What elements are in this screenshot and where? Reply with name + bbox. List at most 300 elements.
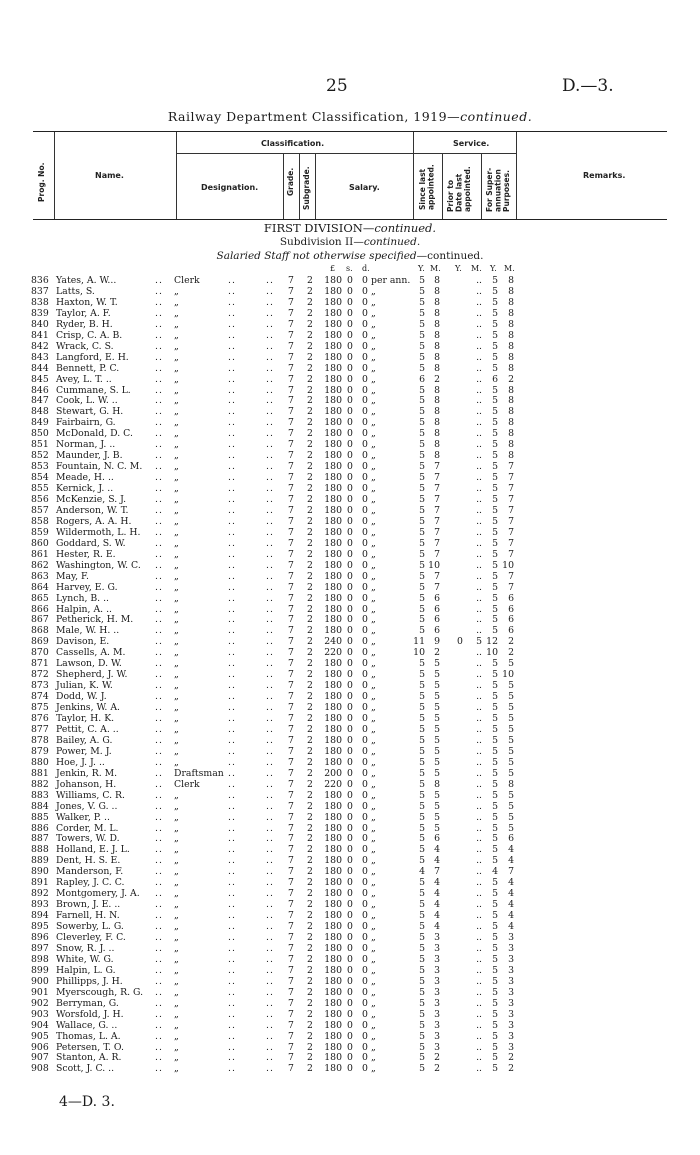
cell-grade: 7 [288,899,294,911]
cell-salary-pence: 0 [362,723,368,735]
cell-salary-shillings: 0 [347,789,353,801]
cell-designation: „ [174,669,179,681]
cell-leader-dots: .. [228,285,236,297]
cell-super-months: 7 [508,483,514,495]
cell-super-months: 3 [508,1041,514,1053]
cell-prior-months: .. [476,1041,482,1053]
cell-salary-pounds: 180 [324,570,342,582]
cell-salary-shillings: 0 [347,997,353,1009]
table-row [0,516,700,527]
unit-prior-months: M. [471,264,482,273]
cell-since-years: 5 [419,450,425,462]
cell-leader-dots: .. [155,450,163,462]
cell-grade: 7 [288,592,294,604]
cell-salary-pounds: 180 [324,526,342,538]
cell-since-months: 5 [434,734,440,746]
cell-prog-no: 859 [31,526,49,538]
cell-super-months: 5 [508,691,514,703]
cell-designation: „ [174,647,179,659]
cell-since-months: 6 [434,603,440,615]
cell-prior-months: .. [476,275,482,286]
table-row [0,406,700,417]
cell-salary-shillings: 0 [347,877,353,889]
cell-prog-no: 892 [31,888,49,900]
cell-leader-dots: .. [228,581,236,593]
table-row [0,713,700,724]
cell-leader-dots: .. [228,986,236,998]
cell-prior-months: .. [476,406,482,418]
unit-pence: d. [362,264,370,273]
cell-salary-period: „ [371,647,376,659]
cell-subgrade: 2 [307,713,313,724]
cell-grade: 7 [288,1052,294,1064]
cell-grade: 7 [288,515,294,527]
cell-salary-period: „ [371,318,376,330]
cell-leader-dots: .. [228,570,236,582]
cell-grade: 7 [288,910,294,922]
cell-prior-months: .. [476,362,482,374]
cell-salary-pounds: 180 [324,548,342,560]
cell-since-months: 5 [434,822,440,834]
cell-grade: 7 [288,494,294,505]
cell-leader-dots: .. [228,636,236,648]
cell-super-years: 5 [492,526,498,538]
cell-prior-months: .. [476,1063,482,1075]
cell-prior-months: .. [476,373,482,385]
cell-grade: 7 [288,713,294,724]
cell-salary-pounds: 180 [324,537,342,549]
cell-leader-dots: .. [155,680,163,692]
cell-super-years: 5 [492,658,498,670]
cell-designation: „ [174,1008,179,1020]
cell-since-years: 5 [419,942,425,954]
cell-salary-pence: 0 [362,822,368,834]
cell-prog-no: 838 [31,296,49,308]
cell-salary-shillings: 0 [347,1030,353,1042]
cell-since-years: 5 [419,395,425,407]
cell-salary-period: „ [371,756,376,768]
cell-leader-dots: .. [155,833,163,845]
cell-since-months: 3 [434,1030,440,1042]
table-row [0,965,700,976]
cell-designation: „ [174,702,179,714]
table-row [0,932,700,943]
cell-salary-shillings: 0 [347,953,353,965]
staff-title-main: Salaried Staff not otherwise specified [216,250,417,262]
cell-super-months: 7 [508,548,514,560]
cell-leader-dots: .. [228,439,236,451]
cell-since-years: 5 [419,921,425,933]
cell-name: Montgomery, J. A. [56,888,140,900]
cell-salary-pounds: 180 [324,702,342,714]
cell-salary-shillings: 0 [347,570,353,582]
cell-leader-dots: .. [266,406,274,418]
cell-super-years: 5 [492,702,498,714]
cell-prog-no: 836 [31,275,49,286]
cell-grade: 7 [288,625,294,637]
cell-prog-no: 860 [31,537,49,549]
cell-prior-months: .. [476,494,482,505]
cell-designation: „ [174,745,179,757]
cell-subgrade: 2 [307,745,313,757]
cell-prog-no: 857 [31,504,49,516]
cell-grade: 7 [288,384,294,396]
cell-prog-no: 850 [31,428,49,440]
cell-grade: 7 [288,702,294,714]
cell-since-months: 3 [434,975,440,987]
cell-super-years: 5 [492,734,498,746]
running-title [0,109,700,124]
cell-prior-months: .. [476,526,482,538]
cell-super-years: 5 [492,570,498,582]
cell-salary-period: „ [371,953,376,965]
cell-subgrade: 2 [307,1019,313,1031]
table-row [0,439,700,450]
cell-salary-pence: 0 [362,800,368,812]
cell-designation: „ [174,614,179,626]
cell-super-months: 10 [502,559,514,571]
cell-subgrade: 2 [307,921,313,933]
cell-super-months: 3 [508,1019,514,1031]
cell-salary-shillings: 0 [347,822,353,834]
cell-subgrade: 2 [307,1052,313,1064]
cell-leader-dots: .. [266,844,274,856]
cell-since-years: 5 [419,986,425,998]
cell-leader-dots: .. [155,504,163,516]
cell-grade: 7 [288,811,294,823]
cell-salary-period: „ [371,417,376,429]
cell-grade: 7 [288,888,294,900]
cell-leader-dots: .. [228,384,236,396]
cell-salary-pounds: 180 [324,494,342,505]
cell-prior-months: .. [476,450,482,462]
cell-salary-period: „ [371,778,376,790]
cell-leader-dots: .. [266,877,274,889]
cell-leader-dots: .. [228,1041,236,1053]
cell-salary-shillings: 0 [347,340,353,352]
cell-name: Dent, H. S. E. [56,855,121,867]
cell-name: Cleverley, F. C. [56,932,126,943]
cell-super-months: 8 [508,428,514,440]
cell-grade: 7 [288,745,294,757]
cell-super-months: 6 [508,614,514,626]
table-row [0,395,700,406]
table-row [0,275,700,286]
cell-super-months: 2 [508,373,514,385]
cell-leader-dots: .. [155,406,163,418]
cell-prior-months: .. [476,921,482,933]
cell-super-years: 5 [492,844,498,856]
cell-subgrade: 2 [307,756,313,768]
cell-salary-shillings: 0 [347,636,353,648]
cell-salary-shillings: 0 [347,932,353,943]
cell-prog-no: 848 [31,406,49,418]
cell-prior-months: .. [476,1008,482,1020]
cell-designation: „ [174,855,179,867]
cell-leader-dots: .. [228,921,236,933]
cell-leader-dots: .. [266,275,274,286]
cell-leader-dots: .. [266,472,274,484]
cell-grade: 7 [288,767,294,779]
cell-salary-pence: 0 [362,1052,368,1064]
cell-super-months: 3 [508,932,514,943]
cell-grade: 7 [288,351,294,363]
cell-grade: 7 [288,964,294,976]
cell-salary-pounds: 180 [324,373,342,385]
cell-salary-shillings: 0 [347,318,353,330]
cell-leader-dots: .. [155,625,163,637]
cell-super-months: 5 [508,800,514,812]
cell-prior-months: .. [476,866,482,878]
header-salary: Salary. [349,183,380,192]
cell-since-months: 3 [434,986,440,998]
cell-salary-pounds: 180 [324,307,342,319]
cell-name: Towers, W. D. [56,833,120,845]
cell-prog-no: 862 [31,559,49,571]
cell-super-years: 6 [492,373,498,385]
table-row [0,625,700,636]
cell-since-months: 7 [434,866,440,878]
cell-leader-dots: .. [266,767,274,779]
cell-leader-dots: .. [266,942,274,954]
table-row [0,571,700,582]
table-row [0,428,700,439]
cell-name: Corder, M. L. [56,822,119,834]
cell-grade: 7 [288,1008,294,1020]
table-row [0,1009,700,1020]
cell-subgrade: 2 [307,318,313,330]
cell-super-months: 8 [508,450,514,462]
cell-super-years: 5 [492,614,498,626]
cell-salary-pounds: 180 [324,384,342,396]
cell-since-months: 9 [434,636,440,648]
cell-designation: „ [174,340,179,352]
cell-name: Taylor, H. K. [56,713,115,724]
cell-salary-period: „ [371,296,376,308]
cell-prog-no: 866 [31,603,49,615]
cell-leader-dots: .. [155,713,163,724]
cell-grade: 7 [288,1063,294,1075]
cell-salary-period: „ [371,975,376,987]
cell-super-years: 5 [492,395,498,407]
cell-prog-no: 884 [31,800,49,812]
cell-salary-shillings: 0 [347,275,353,286]
cell-super-months: 4 [508,888,514,900]
cell-subgrade: 2 [307,329,313,341]
cell-since-months: 3 [434,932,440,943]
cell-salary-pounds: 180 [324,296,342,308]
cell-prior-months: .. [476,855,482,867]
cell-since-months: 7 [434,461,440,473]
cell-subgrade: 2 [307,888,313,900]
cell-salary-shillings: 0 [347,614,353,626]
cell-grade: 7 [288,647,294,659]
cell-since-years: 5 [419,1019,425,1031]
cell-prior-months: .. [476,395,482,407]
table-row [0,505,700,516]
cell-salary-shillings: 0 [347,1008,353,1020]
cell-salary-period: „ [371,307,376,319]
cell-designation: „ [174,592,179,604]
cell-subgrade: 2 [307,537,313,549]
cell-leader-dots: .. [228,614,236,626]
cell-name: Shepherd, J. W. [56,669,128,681]
cell-super-years: 5 [492,406,498,418]
cell-salary-pence: 0 [362,833,368,845]
header-prog-no: Prog. No. [37,162,46,202]
cell-salary-period: „ [371,636,376,648]
cell-since-months: 4 [434,844,440,856]
cell-salary-shillings: 0 [347,691,353,703]
cell-salary-period: „ [371,526,376,538]
cell-salary-pounds: 180 [324,789,342,801]
header-since-last: Since last appointed. [418,164,436,210]
cell-since-months: 8 [434,296,440,308]
cell-salary-pounds: 180 [324,953,342,965]
cell-leader-dots: .. [155,745,163,757]
cell-prog-no: 891 [31,877,49,889]
cell-salary-period: „ [371,504,376,516]
cell-leader-dots: .. [155,329,163,341]
cell-subgrade: 2 [307,778,313,790]
cell-designation: „ [174,899,179,911]
cell-leader-dots: .. [155,866,163,878]
cell-leader-dots: .. [228,953,236,965]
cell-designation: „ [174,713,179,724]
cell-grade: 7 [288,1030,294,1042]
cell-leader-dots: .. [266,395,274,407]
cell-subgrade: 2 [307,461,313,473]
cell-since-months: 7 [434,494,440,505]
table-row [0,658,700,669]
cell-salary-pounds: 180 [324,329,342,341]
cell-name: Bailey, A. G. [56,734,113,746]
cell-salary-pounds: 180 [324,888,342,900]
cell-leader-dots: .. [266,625,274,637]
cell-salary-period: „ [371,472,376,484]
cell-subgrade: 2 [307,986,313,998]
table-row [0,779,700,790]
cell-salary-pounds: 180 [324,504,342,516]
cell-salary-period: „ [371,340,376,352]
cell-super-months: 6 [508,592,514,604]
cell-prior-months: .. [476,439,482,451]
cell-salary-period: „ [371,822,376,834]
cell-leader-dots: .. [155,373,163,385]
cell-leader-dots: .. [228,526,236,538]
cell-salary-shillings: 0 [347,526,353,538]
table-row [0,593,700,604]
cell-designation: „ [174,406,179,418]
cell-since-years: 5 [419,997,425,1009]
cell-super-years: 5 [492,756,498,768]
table-row [0,417,700,428]
cell-since-years: 5 [419,877,425,889]
cell-prog-no: 858 [31,515,49,527]
cell-grade: 7 [288,559,294,571]
cell-salary-shillings: 0 [347,767,353,779]
table-row [0,702,700,713]
cell-name: Anderson, W. T. [56,504,129,516]
cell-leader-dots: .. [228,296,236,308]
cell-super-months: 3 [508,975,514,987]
subdivision-title-main: Subdivision II— [279,236,364,248]
cell-super-years: 5 [492,811,498,823]
cell-leader-dots: .. [266,1063,274,1075]
cell-salary-shillings: 0 [347,285,353,297]
cell-leader-dots: .. [155,921,163,933]
cell-since-months: 4 [434,877,440,889]
cell-salary-pounds: 200 [324,767,342,779]
cell-salary-pence: 0 [362,406,368,418]
cell-salary-pence: 0 [362,910,368,922]
cell-name: Jenkins, W. A. [56,702,121,714]
cell-salary-pence: 0 [362,318,368,330]
cell-salary-period: „ [371,723,376,735]
header-designation: Designation. [201,183,259,192]
cell-leader-dots: .. [266,439,274,451]
cell-super-years: 5 [492,975,498,987]
cell-grade: 7 [288,570,294,582]
cell-designation: „ [174,822,179,834]
cell-prog-no: 876 [31,713,49,724]
cell-leader-dots: .. [266,362,274,374]
cell-prior-months: .. [476,680,482,692]
cell-salary-shillings: 0 [347,866,353,878]
cell-grade: 7 [288,691,294,703]
cell-designation: „ [174,515,179,527]
cell-since-months: 5 [434,658,440,670]
cell-leader-dots: .. [155,1019,163,1031]
cell-subgrade: 2 [307,296,313,308]
unit-prior-years: Y. [455,264,462,273]
cell-prog-no: 904 [31,1019,49,1031]
cell-prog-no: 903 [31,1008,49,1020]
cell-super-years: 5 [492,461,498,473]
cell-subgrade: 2 [307,362,313,374]
cell-super-months: 5 [508,734,514,746]
cell-leader-dots: .. [155,997,163,1009]
cell-salary-pence: 0 [362,844,368,856]
cell-subgrade: 2 [307,647,313,659]
cell-grade: 7 [288,866,294,878]
cell-designation: „ [174,1030,179,1042]
cell-salary-pence: 0 [362,592,368,604]
cell-leader-dots: .. [155,844,163,856]
header-prior-to-date: Prior to Date last appointed. [446,166,472,212]
cell-since-months: 5 [434,702,440,714]
cell-salary-period: „ [371,1019,376,1031]
cell-subgrade: 2 [307,680,313,692]
cell-salary-pence: 0 [362,811,368,823]
cell-super-years: 5 [492,307,498,319]
cell-grade: 7 [288,285,294,297]
cell-grade: 7 [288,428,294,440]
cell-prog-no: 878 [31,734,49,746]
cell-salary-period: „ [371,1008,376,1020]
cell-super-years: 5 [492,899,498,911]
cell-salary-period: „ [371,406,376,418]
cell-salary-shillings: 0 [347,986,353,998]
cell-leader-dots: .. [228,713,236,724]
cell-salary-period: „ [371,614,376,626]
cell-leader-dots: .. [266,559,274,571]
cell-salary-pounds: 180 [324,877,342,889]
unit-super-years: Y. [490,264,497,273]
cell-designation: „ [174,307,179,319]
cell-salary-period: „ [371,351,376,363]
cell-prior-months: .. [476,899,482,911]
